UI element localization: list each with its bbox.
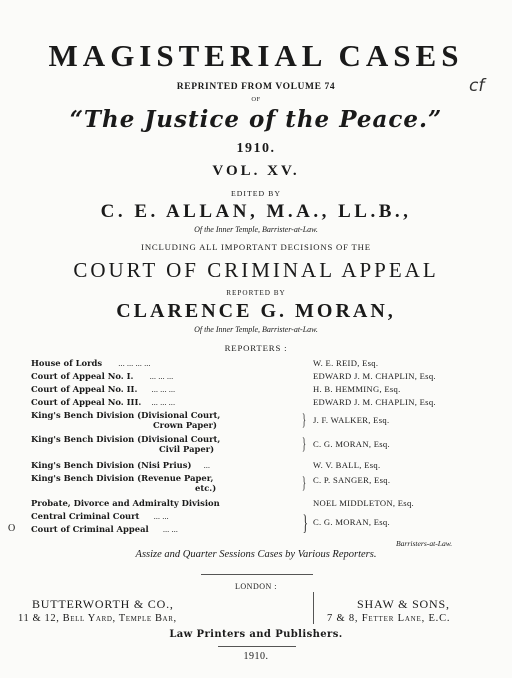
london-heading: LONDON : <box>235 582 277 591</box>
reporter-row <box>0 410 512 432</box>
brace: } <box>302 410 307 429</box>
reporter-row <box>0 511 512 527</box>
leader-dots: ... ... <box>162 524 178 534</box>
assize-note: Assize and Quarter Sessions Cases by Various Reporters. <box>135 549 377 560</box>
court-name: House of Lords <box>31 358 103 368</box>
publisher-right-address: 7 & 8, Fetter Lane, E.C. <box>327 613 451 624</box>
reporter-row <box>0 473 512 495</box>
reported-by: REPORTED BY <box>226 289 286 297</box>
court-name: King's Bench Division (Revenue Paper, <box>31 473 214 483</box>
reporter-row <box>0 460 512 472</box>
divider-rule <box>201 574 313 575</box>
brace: } <box>302 510 308 535</box>
brace: } <box>302 434 307 453</box>
brace: } <box>302 473 307 492</box>
reporter-row <box>0 397 512 409</box>
publisher-left-name: BUTTERWORTH & CO., <box>32 597 174 611</box>
court-name: King's Bench Division (Divisional Court, <box>31 434 221 444</box>
reporter-name: NOEL MIDDLETON, Esq. <box>313 498 414 508</box>
reporter-name: C. G. MORAN, Esq. <box>313 439 390 449</box>
leader-dots: ... ... ... ... <box>118 358 151 368</box>
publisher-left-address: 11 & 12, Bell Yard, Temple Bar, <box>18 613 177 624</box>
leader-dots: ... ... ... <box>149 371 174 381</box>
including-line: INCLUDING ALL IMPORTANT DECISIONS OF THE <box>141 242 371 252</box>
court-name: King's Bench Division (Divisional Court, <box>31 410 221 420</box>
court-name-cont: Crown Paper) <box>153 420 217 430</box>
reporter-row <box>0 524 512 536</box>
court-name: Probate, Divorce and Admiralty Division <box>31 498 220 508</box>
editor-affiliation: Of the Inner Temple, Barrister-at-Law. <box>194 225 318 234</box>
law-printers: Law Printers and Publishers. <box>169 629 343 640</box>
journal-title: “The Justice of the Peace.” <box>69 106 443 133</box>
margin-mark: O <box>8 523 16 534</box>
publisher-divider <box>313 592 314 624</box>
reporter-row <box>0 384 512 396</box>
court-name: Central Criminal Court <box>31 511 140 521</box>
court-name: Court of Appeal No. II. <box>31 384 138 394</box>
reporter-affiliation: Of the Inner Temple, Barrister-at-Law. <box>194 325 318 334</box>
reporter-name: C. P. SANGER, Esq. <box>313 475 391 485</box>
reporter-row <box>0 434 512 456</box>
of-line: OF <box>251 96 261 103</box>
court-name-cont: etc.) <box>195 483 217 493</box>
reprinted-line: REPRINTED FROM VOLUME 74 <box>176 82 336 92</box>
reporter-name: C. G. MORAN, Esq. <box>313 517 390 527</box>
year-bottom: 1910. <box>243 651 269 662</box>
reporter-name: EDWARD J. M. CHAPLIN, Esq. <box>313 397 436 407</box>
volume-number: VOL. XV. <box>212 163 300 179</box>
court-name: Court of Criminal Appeal <box>31 524 149 534</box>
court-name: Court of Appeal No. III. <box>31 397 142 407</box>
reporter-name: H. B. HEMMING, Esq. <box>313 384 401 394</box>
reporter-row <box>0 371 512 383</box>
reporter-name: W. V. BALL, Esq. <box>313 460 381 470</box>
year-main: 1910. <box>236 141 276 156</box>
reporter-name: W. E. REID, Esq. <box>313 358 379 368</box>
court-title: COURT OF CRIMINAL APPEAL <box>73 258 439 282</box>
court-name: King's Bench Division (Nisi Prius) <box>31 460 192 470</box>
leader-dots: ... ... <box>153 511 169 521</box>
reporter-main-name: CLARENCE G. MORAN, <box>116 300 396 322</box>
barristers-note: Barristers-at-Law. <box>396 539 453 548</box>
reporter-name: EDWARD J. M. CHAPLIN, Esq. <box>313 371 436 381</box>
editor-name: C. E. ALLAN, M.A., LL.B., <box>100 201 412 222</box>
reporter-row <box>0 358 512 370</box>
bottom-rule <box>218 646 296 647</box>
reporter-name: J. F. WALKER, Esq. <box>313 415 390 425</box>
edited-by: EDITED BY <box>231 189 281 198</box>
main-title: MAGISTERIAL CASES <box>48 38 464 73</box>
court-name-cont: Civil Paper) <box>159 444 215 454</box>
publisher-right-name: SHAW & SONS, <box>357 597 450 611</box>
margin-note: cf <box>469 76 485 96</box>
leader-dots: ... <box>203 460 211 470</box>
reporters-heading: REPORTERS : <box>224 343 288 353</box>
reporter-row <box>0 498 512 510</box>
leader-dots: ... ... ... <box>151 384 176 394</box>
leader-dots: ... ... ... <box>151 397 176 407</box>
court-name: Court of Appeal No. I. <box>31 371 134 381</box>
